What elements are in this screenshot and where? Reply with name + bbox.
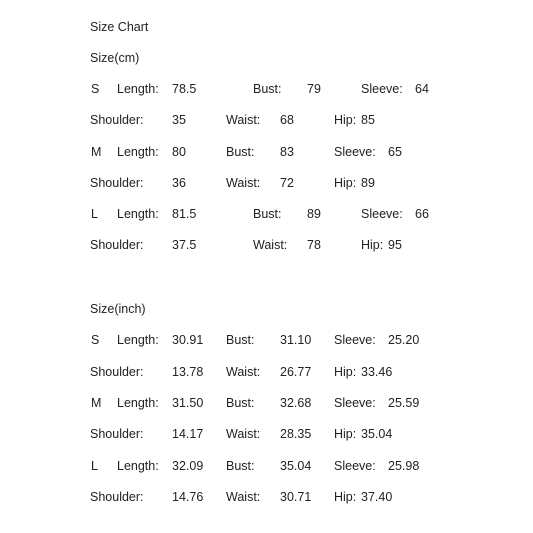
bust-value: 31.10: [280, 333, 312, 347]
waist-value: 30.71: [280, 490, 312, 504]
bust-value: 89: [307, 207, 321, 221]
waist-label: Waist:: [226, 427, 261, 441]
waist-label: Waist:: [226, 490, 261, 504]
shoulder-value: 35: [172, 113, 186, 127]
chart-title: Size Chart: [90, 20, 149, 34]
sleeve-value: 25.98: [388, 459, 420, 473]
waist-label: Waist:: [253, 238, 288, 252]
hip-value: 89: [361, 176, 375, 190]
shoulder-label: Shoulder:: [90, 427, 144, 441]
sleeve-value: 25.59: [388, 396, 420, 410]
shoulder-value: 14.76: [172, 490, 204, 504]
bust-label: Bust:: [226, 396, 255, 410]
size-label-m: M: [91, 396, 102, 410]
sleeve-value: 66: [415, 207, 429, 221]
inch-section-heading: Size(inch): [90, 302, 146, 316]
length-value: 31.50: [172, 396, 204, 410]
hip-label: Hip:: [334, 490, 357, 504]
hip-value: 35.04: [361, 427, 393, 441]
length-value: 30.91: [172, 333, 204, 347]
length-label: Length:: [117, 82, 159, 96]
shoulder-label: Shoulder:: [90, 113, 144, 127]
length-label: Length:: [117, 207, 159, 221]
waist-value: 78: [307, 238, 321, 252]
shoulder-value: 14.17: [172, 427, 204, 441]
waist-value: 72: [280, 176, 294, 190]
size-label-l: L: [91, 207, 98, 221]
cm-section-heading: Size(cm): [90, 51, 140, 65]
hip-label: Hip:: [334, 365, 357, 379]
waist-label: Waist:: [226, 365, 261, 379]
shoulder-value: 36: [172, 176, 186, 190]
bust-label: Bust:: [226, 459, 255, 473]
waist-label: Waist:: [226, 176, 261, 190]
length-label: Length:: [117, 459, 159, 473]
sleeve-value: 25.20: [388, 333, 420, 347]
shoulder-value: 13.78: [172, 365, 204, 379]
waist-value: 68: [280, 113, 294, 127]
sleeve-value: 64: [415, 82, 429, 96]
sleeve-label: Sleeve:: [361, 82, 403, 96]
size-label-s: S: [91, 333, 100, 347]
bust-label: Bust:: [226, 145, 255, 159]
sleeve-label: Sleeve:: [334, 333, 376, 347]
waist-value: 28.35: [280, 427, 312, 441]
waist-value: 26.77: [280, 365, 312, 379]
length-value: 81.5: [172, 207, 197, 221]
size-label-m: M: [91, 145, 102, 159]
shoulder-label: Shoulder:: [90, 365, 144, 379]
sleeve-label: Sleeve:: [334, 459, 376, 473]
shoulder-label: Shoulder:: [90, 490, 144, 504]
size-label-s: S: [91, 82, 100, 96]
sleeve-label: Sleeve:: [334, 396, 376, 410]
length-label: Length:: [117, 145, 159, 159]
waist-label: Waist:: [226, 113, 261, 127]
bust-value: 32.68: [280, 396, 312, 410]
hip-label: Hip:: [334, 176, 357, 190]
length-label: Length:: [117, 396, 159, 410]
hip-value: 95: [388, 238, 402, 252]
sleeve-value: 65: [388, 145, 402, 159]
bust-value: 35.04: [280, 459, 312, 473]
hip-value: 37.40: [361, 490, 393, 504]
bust-label: Bust:: [253, 82, 282, 96]
sleeve-label: Sleeve:: [361, 207, 403, 221]
hip-value: 33.46: [361, 365, 393, 379]
bust-label: Bust:: [253, 207, 282, 221]
sleeve-label: Sleeve:: [334, 145, 376, 159]
hip-value: 85: [361, 113, 375, 127]
bust-label: Bust:: [226, 333, 255, 347]
bust-value: 79: [307, 82, 321, 96]
length-value: 78.5: [172, 82, 197, 96]
length-label: Length:: [117, 333, 159, 347]
hip-label: Hip:: [334, 113, 357, 127]
length-value: 32.09: [172, 459, 204, 473]
shoulder-value: 37.5: [172, 238, 197, 252]
shoulder-label: Shoulder:: [90, 176, 144, 190]
shoulder-label: Shoulder:: [90, 238, 144, 252]
hip-label: Hip:: [361, 238, 384, 252]
bust-value: 83: [280, 145, 294, 159]
length-value: 80: [172, 145, 186, 159]
hip-label: Hip:: [334, 427, 357, 441]
size-label-l: L: [91, 459, 98, 473]
